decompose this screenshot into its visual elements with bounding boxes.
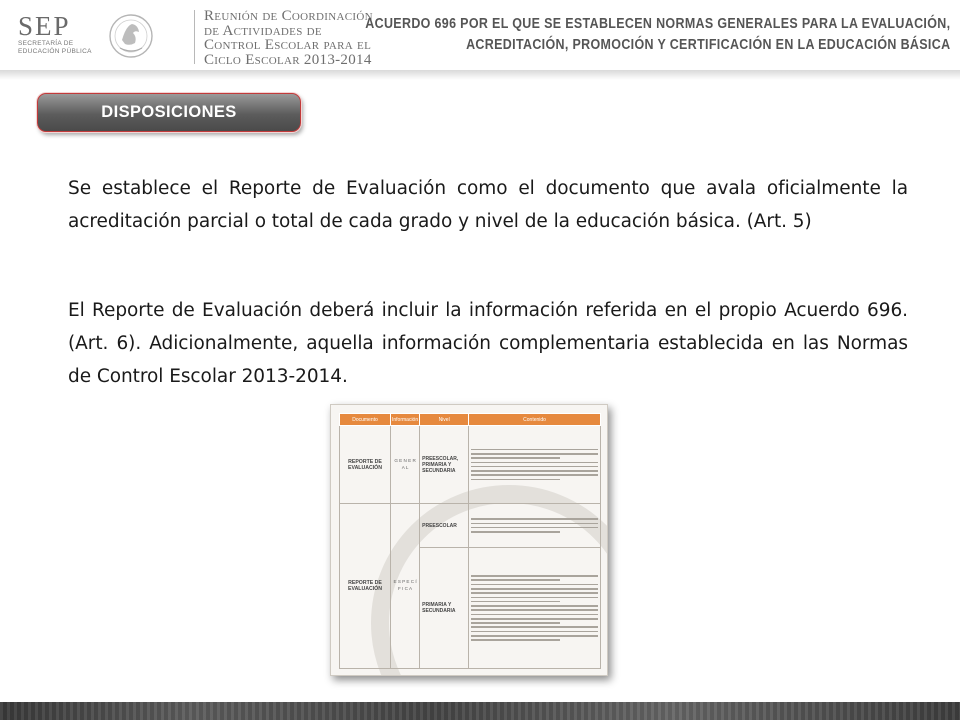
paragraph-article-6: El Reporte de Evaluación deberá incluir la información referida en el propio Acuerdo 696. (Art. 6). Adicionalmente, aquella información complementaria establecida en las Normas de Control Escolar 2013-2014.	[68, 300, 908, 387]
table-cell-document: REPORTE DE EVALUACIÓN	[340, 426, 391, 504]
header-shadow	[0, 70, 960, 80]
section-label-pill	[37, 93, 301, 132]
table-cell-content	[469, 426, 601, 504]
report-table	[339, 413, 601, 669]
table-cell-content	[469, 548, 601, 669]
table-cell-document: REPORTE DE EVALUACIÓN	[340, 504, 391, 669]
slide-header	[0, 0, 960, 78]
table-row	[340, 426, 601, 504]
coat-of-arms-icon	[108, 10, 154, 62]
sep-logo-subtitle-2: EDUCACIÓN PÚBLICA	[18, 48, 92, 55]
table-cell-content	[469, 504, 601, 548]
table-header-cell: Contenido	[469, 414, 601, 426]
meeting-title	[204, 9, 373, 67]
sep-logo	[18, 12, 106, 56]
table-cell-information: G E N E R A L	[391, 426, 420, 504]
table-header-row	[340, 414, 601, 426]
table-header-cell: Nivel	[420, 414, 469, 426]
footer-band	[0, 702, 960, 720]
table-header-cell: Documento	[340, 414, 391, 426]
table-cell-level: PRIMARIA Y SECUNDARIA	[420, 548, 469, 669]
table-cell-information: E S P E C Í F I C A	[391, 504, 420, 669]
meeting-title-line: Reunión de Coordinación	[204, 8, 373, 24]
paragraph-article-5: Se establece el Reporte de Evaluación como el documento que avala oficialmente la acreditación parcial o total de cada grado y nivel de la educación básica. (Art. 5)	[68, 178, 908, 232]
table-cell-level: PREESCOLAR	[420, 504, 469, 548]
agreement-title-line: ACUERDO 696 POR EL QUE SE ESTABLECEN NORMAS GENERALES PARA LA EVALUACIÓN,	[364, 16, 950, 32]
table-header-cell: Información	[391, 414, 420, 426]
agreement-title	[365, 14, 950, 56]
meeting-title-line: Control Escolar para el	[204, 37, 372, 53]
meeting-title-line: de Actividades de	[204, 22, 322, 39]
sep-logo-text: SEP	[18, 11, 71, 41]
header-divider	[194, 10, 195, 64]
table-row	[340, 504, 601, 548]
section-label: DISPOSICIONES	[101, 103, 237, 121]
report-table-image	[330, 404, 608, 676]
sep-logo-subtitle-1: SECRETARÍA DE	[18, 40, 74, 47]
table-cell-level: PREESCOLAR, PRIMARIA Y SECUNDARIA	[420, 426, 469, 504]
meeting-title-line: Ciclo Escolar 2013-2014	[204, 51, 372, 68]
agreement-title-line: ACREDITACIÓN, PROMOCIÓN Y CERTIFICACIÓN EN LA EDUCACIÓN BÁSICA	[465, 37, 950, 53]
